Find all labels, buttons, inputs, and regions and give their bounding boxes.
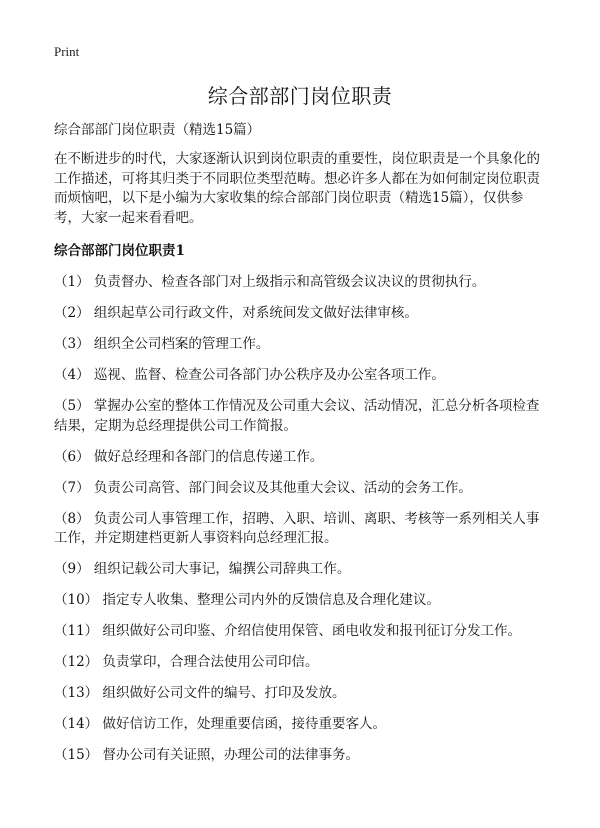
document-subtitle: 综合部部门岗位职责（精选15篇）: [54, 122, 261, 138]
duty-item-6: （6） 做好总经理和各部门的信息传递工作。: [54, 448, 324, 465]
document-body: [54, 120, 550, 777]
section-heading: 综合部部门岗位职责1: [54, 243, 185, 259]
intro-paragraph: 在不断进步的时代，大家逐渐认识到岗位职责的重要性，岗位职责是一个具象化的工作描述，可将其归类于不同职位类型范畴。想必许多人都在为如何制定岗位职责而烦恼吧，以下是小编为大家收集的综合部部门岗位职责（精选15篇），仅供参考，大家一起来看看吧。: [54, 151, 540, 226]
duty-item-11: （11） 组织做好公司印鉴、介绍信使用保管、函电收发和报刊征订分发工作。: [54, 623, 521, 639]
duty-item-3: （3） 组织全公司档案的管理工作。: [54, 336, 270, 352]
duty-item-14: （14） 做好信访工作，处理重要信函，接待重要客人。: [54, 716, 386, 732]
duty-item-10: （10） 指定专人收集、整理公司内外的反馈信息及合理化建议。: [54, 592, 440, 608]
duty-item-8: （8） 负责公司人事管理工作，招聘、入职、培训、离职、考核等一系列相关人事工作，并定期建档更新人事资料向总经理汇报。: [54, 510, 540, 546]
duty-item-5: （5） 掌握办公室的整体工作情况及公司重大会议、活动情况，汇总分析各项检查结果，定期为总经理提供公司工作简报。: [54, 398, 540, 434]
duty-item-7: （7） 负责公司高管、部门间会议及其他重大会议、活动的会务工作。: [54, 479, 472, 496]
document-title: 综合部部门岗位职责: [207, 84, 393, 108]
duty-item-15: （15） 督办公司有关证照，办理公司的法律事务。: [54, 747, 359, 763]
print-link[interactable]: Print: [54, 44, 80, 59]
duty-item-13: （13） 组织做好公司文件的编号、打印及发放。: [54, 685, 346, 701]
duty-item-12: （12） 负责掌印，合理合法使用公司印信。: [54, 654, 319, 670]
duty-item-2: （2） 组织起草公司行政文件，对系统间发文做好法律审核。: [54, 305, 418, 321]
duty-item-4: （4） 巡视、监督、检查公司各部门办公秩序及办公室各项工作。: [54, 367, 445, 383]
duty-item-1: （1） 负责督办、检查各部门对上级指示和高管级会议决议的贯彻执行。: [54, 274, 486, 290]
duty-item-9: （9） 组织记载公司大事记，编撰公司辞典工作。: [54, 561, 351, 577]
